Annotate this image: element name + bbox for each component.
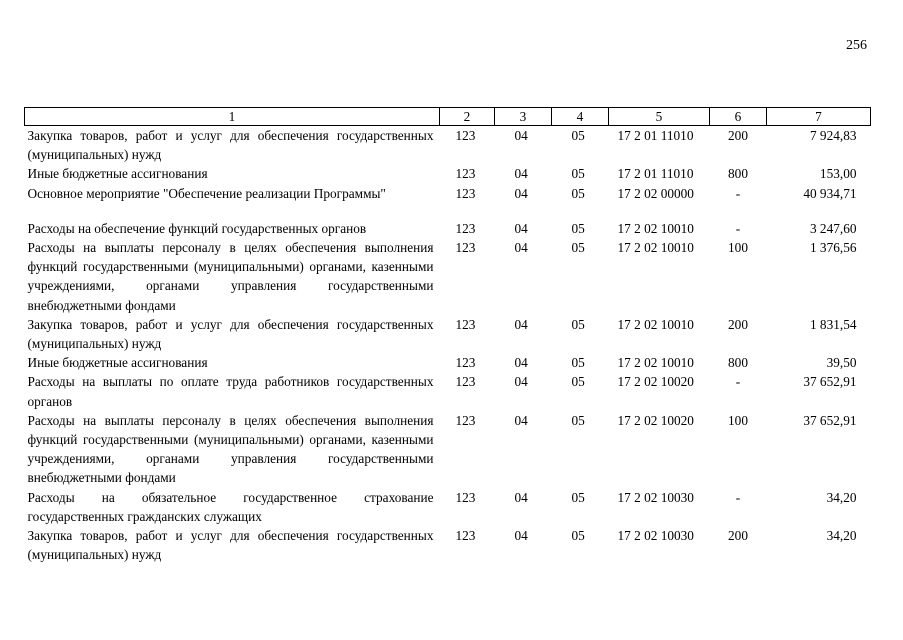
row-amount: 1 831,54 (809, 316, 857, 332)
table-row (25, 219, 871, 238)
row-description: Закупка товаров, работ и услуг для обеспечения государственных (муниципальных) нужд (27, 316, 434, 352)
row-code-3: 04 (514, 240, 528, 256)
row-code-2: 123 (455, 128, 476, 143)
column-header-2: 2 (440, 108, 495, 126)
row-code-6: 800 (728, 166, 748, 182)
row-code-5: 17 2 02 10010 (617, 355, 694, 371)
row-code-2: 123 (455, 220, 476, 236)
column-header-7: 7 (767, 108, 871, 126)
row-code-5: 17 2 02 00000 (617, 185, 694, 201)
row-code-2: 123 (455, 240, 476, 256)
table-row (25, 164, 871, 183)
row-code-2: 123 (455, 374, 476, 390)
row-code-5: 17 2 02 10030 (617, 528, 694, 544)
spacer-cell (25, 203, 871, 219)
row-description: Расходы на обязательное государственное страхование государственных гражданских служащих (27, 489, 434, 524)
row-code-4: 05 (571, 374, 585, 390)
row-code-2: 123 (455, 528, 476, 544)
row-description: Расходы на выплаты персоналу в целях обеспечения выполнения функций государственными (муниципальными) органами, казенными учреждениями, органами управления государственными внебюджетными фондами (27, 412, 434, 486)
row-description: Иные бюджетные ассигнования (27, 355, 208, 371)
column-header-1: 1 (25, 108, 440, 126)
column-header-6: 6 (710, 108, 767, 126)
row-code-2: 123 (455, 412, 476, 428)
row-code-3: 04 (514, 374, 528, 390)
row-amount: 39,50 (826, 355, 857, 371)
spacer-row (25, 203, 871, 219)
row-code-6: - (735, 185, 741, 201)
row-code-4: 05 (571, 412, 585, 428)
row-code-2: 123 (455, 166, 476, 182)
row-code-3: 04 (514, 185, 528, 201)
row-code-4: 05 (571, 185, 585, 201)
row-description: Закупка товаров, работ и услуг для обеспечения государственных (муниципальных) нужд (27, 128, 434, 163)
table-row (25, 315, 871, 353)
row-code-5: 17 2 02 10010 (617, 316, 694, 332)
row-amount: 40 934,71 (803, 185, 857, 201)
row-code-6: 200 (728, 316, 748, 332)
row-code-5: 17 2 02 10020 (617, 374, 694, 390)
row-code-3: 04 (514, 220, 528, 236)
column-header-5: 5 (609, 108, 710, 126)
row-code-4: 05 (571, 166, 585, 182)
table-row (25, 238, 871, 315)
column-header-3: 3 (495, 108, 552, 126)
row-amount: 1 376,56 (809, 240, 857, 256)
table-row (25, 353, 871, 372)
table-row (25, 126, 871, 165)
row-code-3: 04 (514, 528, 528, 544)
row-amount: 153,00 (819, 166, 857, 182)
row-code-6: - (735, 374, 741, 390)
row-code-6: 100 (728, 240, 748, 256)
row-amount: 37 652,91 (803, 374, 857, 390)
row-code-5: 17 2 01 11010 (617, 166, 694, 182)
row-code-4: 05 (571, 528, 585, 544)
row-amount: 37 652,91 (803, 412, 857, 428)
row-code-3: 04 (514, 355, 528, 371)
row-code-4: 05 (571, 128, 585, 143)
row-code-5: 17 2 01 11010 (617, 128, 694, 143)
row-code-4: 05 (571, 316, 585, 332)
row-code-5: 17 2 02 10030 (617, 489, 694, 505)
table-row (25, 372, 871, 410)
row-code-4: 05 (571, 240, 585, 256)
row-code-6: - (735, 489, 741, 505)
row-code-6: 800 (728, 355, 748, 371)
row-code-6: 200 (728, 128, 748, 143)
row-code-3: 04 (514, 166, 528, 182)
row-code-3: 04 (514, 489, 528, 505)
row-description: Расходы на выплаты по оплате труда работников государственных органов (27, 374, 434, 409)
row-code-6: - (735, 220, 741, 236)
budget-table (24, 107, 871, 564)
column-header-4: 4 (552, 108, 609, 126)
row-amount: 3 247,60 (809, 220, 857, 236)
row-code-2: 123 (455, 355, 476, 371)
row-code-2: 123 (455, 185, 476, 201)
header-row (25, 108, 871, 126)
row-code-3: 04 (514, 316, 528, 332)
row-code-3: 04 (514, 412, 528, 428)
row-description: Основное мероприятие "Обеспечение реализации Программы" (27, 185, 386, 201)
row-code-6: 100 (728, 412, 748, 428)
row-description: Иные бюджетные ассигнования (27, 166, 208, 182)
page-number: 256 (846, 38, 867, 53)
row-code-3: 04 (514, 128, 528, 143)
row-code-2: 123 (455, 316, 476, 332)
row-code-5: 17 2 02 10010 (617, 240, 694, 256)
row-code-4: 05 (571, 355, 585, 371)
row-description: Закупка товаров, работ и услуг для обеспечения государственных (муниципальных) нужд (27, 528, 434, 563)
row-description: Расходы на обеспечение функций государственных органов (27, 220, 367, 236)
row-amount: 34,20 (826, 528, 857, 544)
row-code-5: 17 2 02 10010 (617, 220, 694, 236)
row-code-5: 17 2 02 10020 (617, 412, 694, 428)
row-code-2: 123 (455, 489, 476, 505)
row-amount: 7 924,83 (809, 128, 857, 143)
row-code-4: 05 (571, 220, 585, 236)
table-row (25, 184, 871, 203)
table-row (25, 411, 871, 488)
table-row (25, 488, 871, 526)
row-code-4: 05 (571, 489, 585, 505)
row-amount: 34,20 (826, 489, 857, 505)
row-description: Расходы на выплаты персоналу в целях обеспечения выполнения функций государственными (муниципальными) органами, казенными учреждениями, органами управления государственными внебюджетными фондами (27, 240, 434, 313)
table-row (25, 526, 871, 564)
row-code-6: 200 (728, 528, 748, 544)
